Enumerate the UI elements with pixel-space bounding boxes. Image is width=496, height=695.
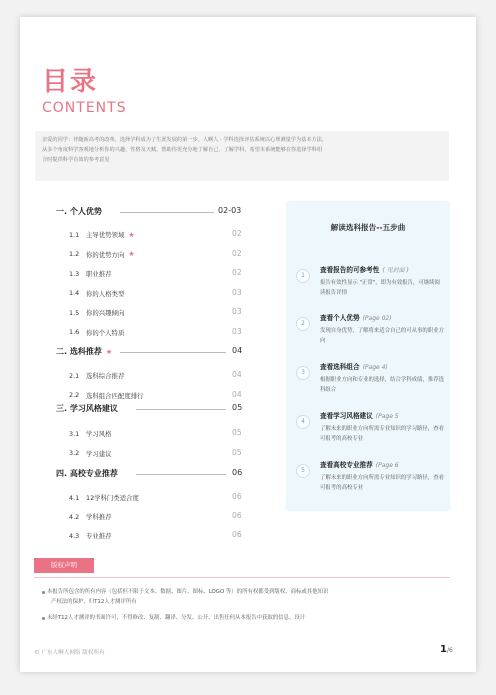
- toc-item[interactable]: [69, 531, 112, 540]
- toc-item-page: 06: [232, 511, 242, 520]
- step-description: 发现自身优势，了解将来适合自己的可从事的职业方向: [320, 328, 444, 344]
- toc-item-number: 1.2: [69, 250, 80, 258]
- step-title-text: 查看学习风格建议: [320, 412, 373, 420]
- toc-item[interactable]: [69, 328, 124, 337]
- toc-item-label: 你的个人特质: [86, 328, 125, 337]
- toc-item[interactable]: [69, 250, 135, 259]
- toc-item-number: 2.1: [69, 371, 80, 380]
- step-number-circle: 5: [296, 464, 310, 478]
- toc-item-number: 4.3: [69, 531, 80, 540]
- step-title: [320, 264, 409, 274]
- step-description: 报告有效性显示 "正常"，即为有效报告，可继续阅读报告详情: [320, 280, 440, 296]
- step-title-text: 查看高校专业推荐: [320, 461, 373, 469]
- step-title-text: 查看报告的可参考性: [320, 266, 380, 274]
- toc-item-page: 03: [232, 287, 242, 297]
- step-page-ref: (Page 5: [375, 413, 399, 420]
- toc-section-label: 三. 学习风格建议: [56, 404, 118, 413]
- step-page-ref: ( 见封面 ): [382, 267, 409, 274]
- toc-item-label: 选科组合匹配度排行: [86, 391, 144, 400]
- panel-title: 解读选科报告--五步曲: [330, 223, 406, 232]
- toc-item-label: 学习风格: [86, 430, 112, 438]
- copyright-divider: [34, 577, 450, 578]
- toc-item-label: 选科综合推荐: [86, 372, 125, 380]
- toc-leader-line: [120, 352, 226, 353]
- toc-item-page: 03: [232, 307, 242, 316]
- intro-line: 亲爱的同学：伴随新高考的改革，选择学科成为了生涯发展的第一步。人啊人 · 学科选择评估系统以心理测量学为基本方法，: [42, 137, 328, 143]
- step-title: [320, 312, 392, 322]
- intro-line: 从多个角度科学客观地分析你的兴趣、性格及天赋，帮助你更充分地了解自己、了解学科，希望本系统能够在你选择学科组: [42, 147, 323, 153]
- toc-section-title[interactable]: [56, 403, 118, 414]
- step-title-text: 查看选科组合: [320, 363, 360, 371]
- toc-item-page: 02: [232, 229, 242, 238]
- step-page-ref: (Page 6: [375, 462, 399, 469]
- toc-item-number: 2.2: [69, 391, 80, 400]
- toc-item-label: 你的优势方向: [86, 250, 125, 259]
- page-subtitle: CONTENTS: [42, 100, 127, 116]
- toc-item[interactable]: [69, 391, 144, 400]
- step-title: [320, 410, 399, 420]
- footer-copyright: © 广东人啊人网络 版权所有: [34, 650, 105, 656]
- step-description: 根据职业方向和专业的选择，结合学科成绩，推荐选科组合: [320, 377, 444, 393]
- report-page: [20, 17, 476, 672]
- toc-item[interactable]: [69, 449, 112, 458]
- toc-item-page: 04: [232, 389, 242, 399]
- toc-leader-line: [136, 474, 226, 475]
- copyright-text: 产权法的保护，归T12人才测评所有: [51, 599, 137, 605]
- toc-section-page: 06: [232, 468, 243, 477]
- toc-item-page: 03: [232, 326, 242, 336]
- star-icon: ★: [128, 250, 135, 258]
- step-description: 了解未来的职业方向所需专业知识的学习路径，查看可报考的高校专业: [320, 475, 444, 491]
- step-title: [320, 459, 399, 469]
- toc-item-label: 学习建议: [86, 449, 112, 458]
- bullet-icon: [42, 591, 45, 594]
- bullet-icon: [42, 617, 45, 620]
- toc-item-label: 学科推荐: [86, 513, 112, 521]
- toc-item[interactable]: [69, 512, 112, 521]
- page-number: [440, 644, 453, 655]
- toc-leader-line: [120, 212, 214, 213]
- step-number-circle: 2: [296, 317, 310, 331]
- toc-item-page: 02: [232, 248, 242, 258]
- five-steps-panel: [286, 201, 450, 511]
- toc-item[interactable]: [69, 493, 139, 502]
- toc-item-number: 4.1: [69, 493, 80, 502]
- toc-item-page: 05: [232, 428, 242, 437]
- step-description: 了解未来的职业方向所需专业知识的学习路径，查看可报考的高校专业: [320, 426, 444, 442]
- toc-item-label: 专业推荐: [86, 532, 112, 540]
- copyright-tag: 版权声明: [34, 558, 94, 573]
- toc-section-label: 一. 个人优势: [56, 207, 102, 216]
- toc-item[interactable]: [69, 371, 124, 380]
- toc-item[interactable]: [69, 289, 124, 298]
- toc-item-number: 1.1: [69, 230, 80, 239]
- toc-item[interactable]: [69, 230, 135, 239]
- step-number-circle: 4: [296, 415, 310, 429]
- toc-item-number: 3.2: [69, 449, 80, 458]
- toc-item-number: 1.6: [69, 328, 80, 336]
- copyright-text: 本报告所包含的所有内容（包括但不限于文本、数据、图片、图标、LOGO 等）的所有权都受到版权、商标或其他知识: [47, 589, 329, 595]
- step-page-ref: (Page 4): [362, 364, 388, 371]
- toc-item-page: 04: [232, 370, 242, 379]
- step-title-text: 查看个人优势: [320, 314, 360, 322]
- toc-item-number: 1.3: [69, 269, 80, 278]
- page-title: 目录: [42, 67, 99, 97]
- toc-section-title[interactable]: [56, 206, 102, 217]
- toc-section-page: 04: [232, 346, 243, 355]
- toc-item-number: 3.1: [69, 429, 80, 438]
- toc-section-title[interactable]: [56, 346, 112, 357]
- toc-leader-line: [136, 409, 226, 410]
- step-page-ref: (Page 02): [362, 315, 392, 322]
- toc-item-label: 你的人格类型: [86, 289, 125, 298]
- step-title: [320, 361, 388, 371]
- toc-item-page: 06: [232, 492, 242, 501]
- star-icon: ★: [128, 230, 135, 239]
- toc-item-page: 06: [232, 530, 242, 539]
- toc-item[interactable]: [69, 308, 124, 317]
- toc-item-page: 05: [232, 447, 242, 457]
- intro-line: 合时提供科学有效的参考意见: [42, 157, 110, 163]
- toc-item-number: 1.4: [69, 289, 80, 297]
- step-number-circle: 1: [296, 269, 310, 283]
- toc-item-label: 12学科门类适合度: [86, 494, 139, 502]
- toc-item-label: 职业推荐: [86, 270, 112, 278]
- toc-section-label: 四. 高校专业推荐: [56, 469, 118, 478]
- toc-section-page: 05: [232, 403, 243, 412]
- toc-section-title[interactable]: [56, 468, 118, 479]
- toc-item-label: 你的兴趣倾向: [86, 309, 125, 317]
- toc-item-number: 4.2: [69, 512, 80, 521]
- toc-item[interactable]: [69, 269, 112, 278]
- copyright-text: 未经T12人才测评的书面许可，不得修改、复制、翻译、分发、公开、出售任何从本报告中获取的信息、设计: [47, 615, 306, 621]
- star-icon: ★: [105, 347, 113, 356]
- toc-item-page: 02: [232, 268, 242, 277]
- step-number-circle: 3: [296, 366, 310, 380]
- table-of-contents: [20, 17, 270, 577]
- toc-section-page: 02-03: [218, 206, 242, 215]
- toc-item-label: 主导优势领域: [86, 231, 125, 239]
- toc-item-number: 1.5: [69, 308, 80, 317]
- toc-item[interactable]: [69, 429, 112, 438]
- toc-section-label: 二. 选科推荐: [56, 347, 102, 356]
- current-page: 1: [440, 644, 447, 655]
- total-pages: /6: [446, 647, 453, 654]
